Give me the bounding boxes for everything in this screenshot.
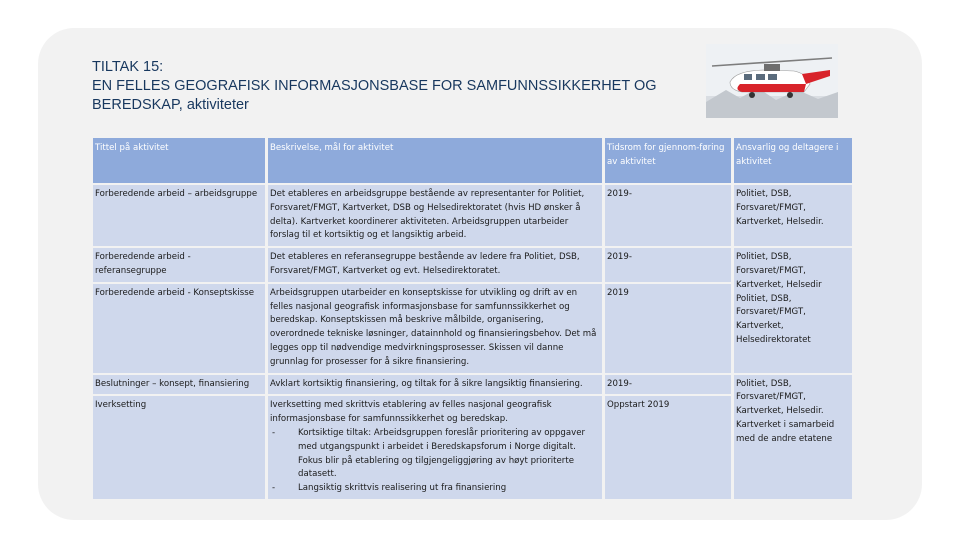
cell-title: Iverksetting <box>93 396 265 499</box>
cell-responsible: Politiet, DSB, Forsvaret/FMGT, Kartverket, Helsedir. <box>734 185 852 246</box>
responsible-row2: Politiet, DSB, Forsvaret/FMGT, Kartverket, Helsedir <box>736 252 822 290</box>
responsible-row3: Politiet, DSB, Forsvaret/FMGT, Kartverket, Helsedirektoratet <box>736 293 811 345</box>
cell-title: Beslutninger – konsept, finansiering <box>93 375 265 395</box>
activities-table <box>90 136 855 501</box>
cell-description: Avklart kortsiktig finansiering, og tiltak for å sikre langsiktig finansiering. <box>268 375 602 395</box>
title-line-3: BEREDSKAP, aktiviteter <box>92 97 249 113</box>
cell-title: Forberedende arbeid - referansegruppe <box>93 248 265 282</box>
cell-title: Forberedende arbeid - Konseptskisse <box>93 284 265 373</box>
description-intro: Iverksetting med skrittvis etablering av felles nasjonal geografisk informasjonsbase for samfunnssikkerhet og beredskap. <box>270 400 552 425</box>
header-title: Tittel på aktivitet <box>93 138 265 183</box>
bullet-item: - Langsiktig skrittvis realisering ut fra finansiering <box>270 482 600 496</box>
cell-description: Arbeidsgruppen utarbeider en konseptskisse for utvikling og drift av en felles nasjonal geografisk informasjonsbase for samfunnssikkerhet og beredskap. Konseptskissen må beskrive målbilde, organisering, overordnede tekniske løsninger, datainnhold og finansieringsbehov. Det må legges opp til nødvendige medvirkningsprosesser. Skissen vil danne grunnlag for prosesser for å sikre finansiering. <box>268 284 602 373</box>
table-row <box>93 375 852 395</box>
cell-description: Det etableres en referansegruppe bestående av ledere fra Politiet, DSB, Forsvaret/FMGT, Kartverket og evt. Helsedirektoratet. <box>268 248 602 282</box>
title-line-2: EN FELLES GEOGRAFISK INFORMASJONSBASE FOR SAMFUNNSSIKKERHET OG <box>92 78 657 94</box>
table-row <box>93 185 852 246</box>
header-description: Beskrivelse, mål for aktivitet <box>268 138 602 183</box>
header-responsible: Ansvarlig og deltagere i aktivitet <box>734 138 852 183</box>
page-title <box>92 58 692 115</box>
cell-time: 2019- <box>605 375 731 395</box>
cell-description: Det etableres en arbeidsgruppe bestående av representanter for Politiet, Forsvaret/FMGT, Kartverket, DSB og Helsedirektoratet (hvis HD ønsker å delta). Kartverket koordinerer aktiviteten. Arbeidsgruppen utarbeider forslag til et kortsiktig og et langsiktig arbeid. <box>268 185 602 246</box>
table-row <box>93 248 852 282</box>
helicopter-photo <box>706 44 838 118</box>
header-timeframe: Tidsrom for gjennom-føring av aktivitet <box>605 138 731 183</box>
cell-responsible <box>734 248 852 372</box>
title-line-1: TILTAK 15: <box>92 59 164 75</box>
table-header-row <box>93 138 852 183</box>
cell-time: 2019- <box>605 185 731 246</box>
cell-time: 2019- <box>605 248 731 282</box>
cell-title: Forberedende arbeid – arbeidsgruppe <box>93 185 265 246</box>
cell-description <box>268 396 602 499</box>
bullet-item: - Kortsiktige tiltak: Arbeidsgruppen foreslår prioritering av oppgaver med utgangspunkt i arbeidet i Beredskapsforum i Norge digitalt. Fokus blir på etablering og tilgjengeliggjøring av høyt prioriterte datasett. <box>270 427 600 482</box>
cell-responsible: Politiet, DSB, Forsvaret/FMGT, Kartverket, Helsedir. Kartverket i samarbeid med de andre etatene <box>734 375 852 499</box>
cell-time: Oppstart 2019 <box>605 396 731 499</box>
cell-time: 2019 <box>605 284 731 373</box>
